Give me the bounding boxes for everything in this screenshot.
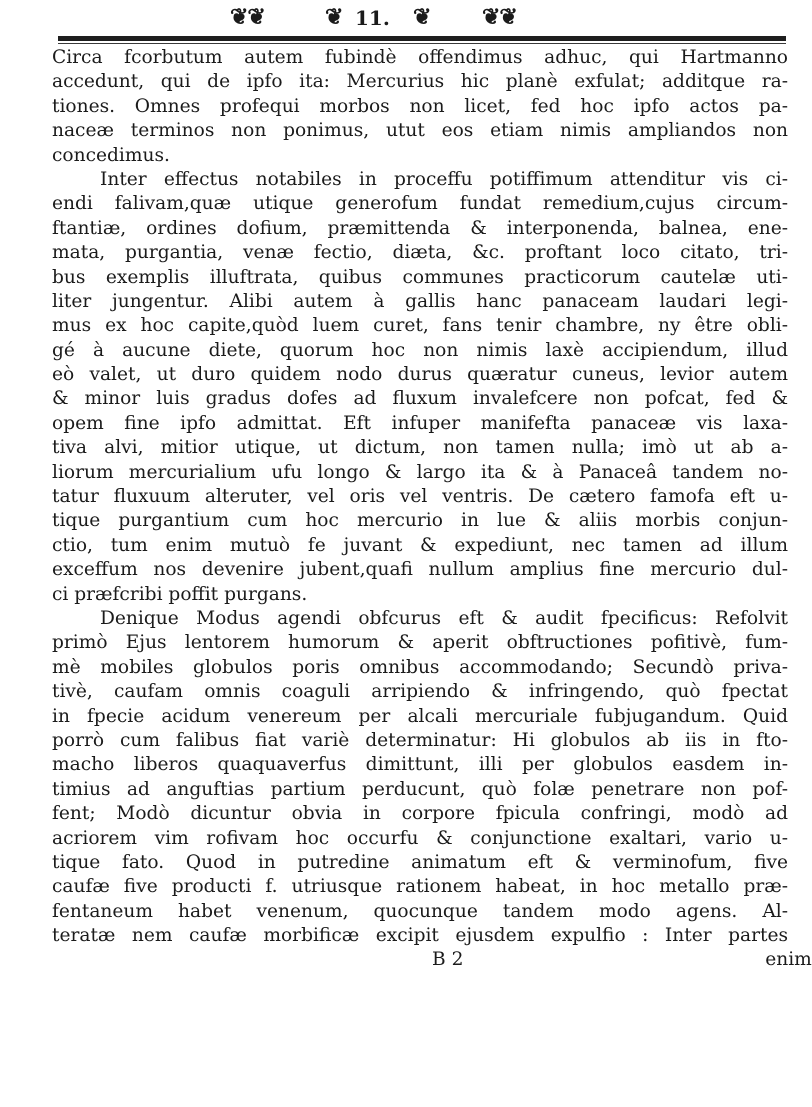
text-line: primò Ejus lentorem humorum & aperit obftructiones pofitivè, fum- (52, 632, 788, 654)
text-line: liorum mercurialium ufu longo & largo ita & à Panaceâ tandem no- (52, 461, 788, 483)
catchword: enim (765, 949, 812, 971)
text-line: accedunt, qui de ipfo ita: Mercurius hic planè exfulat; additque ra- (52, 71, 788, 93)
text-line: fent; Modò dicuntur obvia in corpore fpicula confringi, modò ad (52, 803, 788, 825)
body-text (52, 46, 812, 973)
text-line: tivè, caufam omnis coaguli arripiendo & infringendo, quò fpectat (52, 681, 788, 703)
text-line: ctio, tum enim mutuò fe juvant & expediunt, nec tamen ad illum (52, 534, 788, 556)
text-line: fentaneum habet venenum, quocunque tandem modo agens. Al- (52, 900, 788, 922)
text-line: porrò cum falibus fiat variè determinatur: Hi globulos ab iis in fto- (52, 729, 788, 751)
text-line: endi falivam,quæ utique generofum fundat remedium,cujus circum- (52, 193, 788, 215)
text-line: tatur fluxuum alteruter, vel oris vel ventris. De cætero famofa eft u- (52, 486, 788, 508)
header-ornament-mid-left: ❦ (325, 4, 343, 30)
text-line: exceffum nos devenire jubent,quafi nullum amplius fine mercurio dul- (52, 559, 788, 581)
text-line: tique fato. Quod in putredine animatum eft & verminofum, five (52, 851, 788, 873)
text-line: opem fine ipfo admittat. Eft infuper manifefta panaceæ vis laxa- (52, 412, 788, 434)
text-line: naceæ terminos non ponimus, utut eos etiam nimis ampliandos non (52, 120, 788, 142)
text-line: Circa fcorbutum autem fubindè offendimus adhuc, qui Hartmanno (52, 47, 788, 68)
text-line: ci præfcribi poffit purgans. (52, 583, 308, 605)
text-line: concedimus. (52, 144, 170, 166)
header-rule-thick (58, 36, 786, 41)
signature-mark: B 2 (432, 949, 464, 971)
text-line: tiones. Omnes profequi morbos non licet, fed hoc ipfo actos pa- (52, 95, 788, 117)
text-line: liter jungentur. Alibi autem à gallis hanc panaceam laudari legi- (52, 290, 788, 312)
text-line: ftantiæ, ordines dofium, præmittenda & interponenda, balnea, ene- (52, 217, 788, 239)
text-line: mus ex hoc capite,quòd luem curet, fans tenir chambre, ny être obli- (52, 315, 788, 337)
text-line: mè mobiles globulos poris omnibus accommodando; Secundò priva- (52, 656, 788, 678)
page-number: 11. (355, 6, 390, 30)
header-ornament-right: ❦❦ (482, 4, 517, 30)
text-line: acriorem vim rofivam hoc occurfu & conjunctione exaltari, vario u- (52, 827, 788, 849)
header-ornament-left: ❦❦ (230, 4, 265, 30)
text-line: tiva alvi, mitior utique, ut dictum, non tamen nulla; imò ut ab a- (52, 437, 788, 459)
text-line: Inter effectus notabiles in proceffu potiffimum attenditur vis ci- (100, 168, 788, 190)
header-ornament-mid-right: ❦ (413, 4, 431, 30)
text-line: mata, purgantia, venæ fectio, diæta, &c. proftant loco citato, tri- (52, 242, 788, 264)
text-line: teratæ nem caufæ morbificæ excipit ejusdem expulfio : Inter partes (52, 925, 788, 947)
header-rule-thin (58, 43, 786, 44)
text-line: tique purgantium cum hoc mercurio in lue & aliis morbis conjun- (52, 510, 788, 532)
text-line: & minor luis gradus dofes ad fluxum invalefcere non pofcat, fed & (52, 388, 788, 410)
text-line: bus exemplis illuftrata, quibus communes practicorum cautelæ uti- (52, 266, 788, 288)
text-line: caufæ five producti f. utriusque rationem habeat, in hoc metallo præ- (52, 876, 788, 898)
text-line: Denique Modus agendi obfcurus eft & audit fpecificus: Refolvit (100, 607, 788, 629)
text-line: macho liberos quaquaverfus dimittunt, illi per globulos easdem in- (52, 754, 788, 776)
text-line: gé à aucune diete, quorum hoc non nimis laxè accipiendum, illud (52, 339, 788, 361)
text-line: eò valet, ut duro quidem nodo durus quæratur cuneus, levior autem (52, 364, 788, 386)
text-line: in fpecie acidum venereum per alcali mercuriale fubjugandum. Quid (52, 705, 788, 727)
text-line: timius ad anguftias partium perducunt, quò folæ penetrare non pof- (52, 778, 788, 800)
footer-line (52, 948, 812, 972)
